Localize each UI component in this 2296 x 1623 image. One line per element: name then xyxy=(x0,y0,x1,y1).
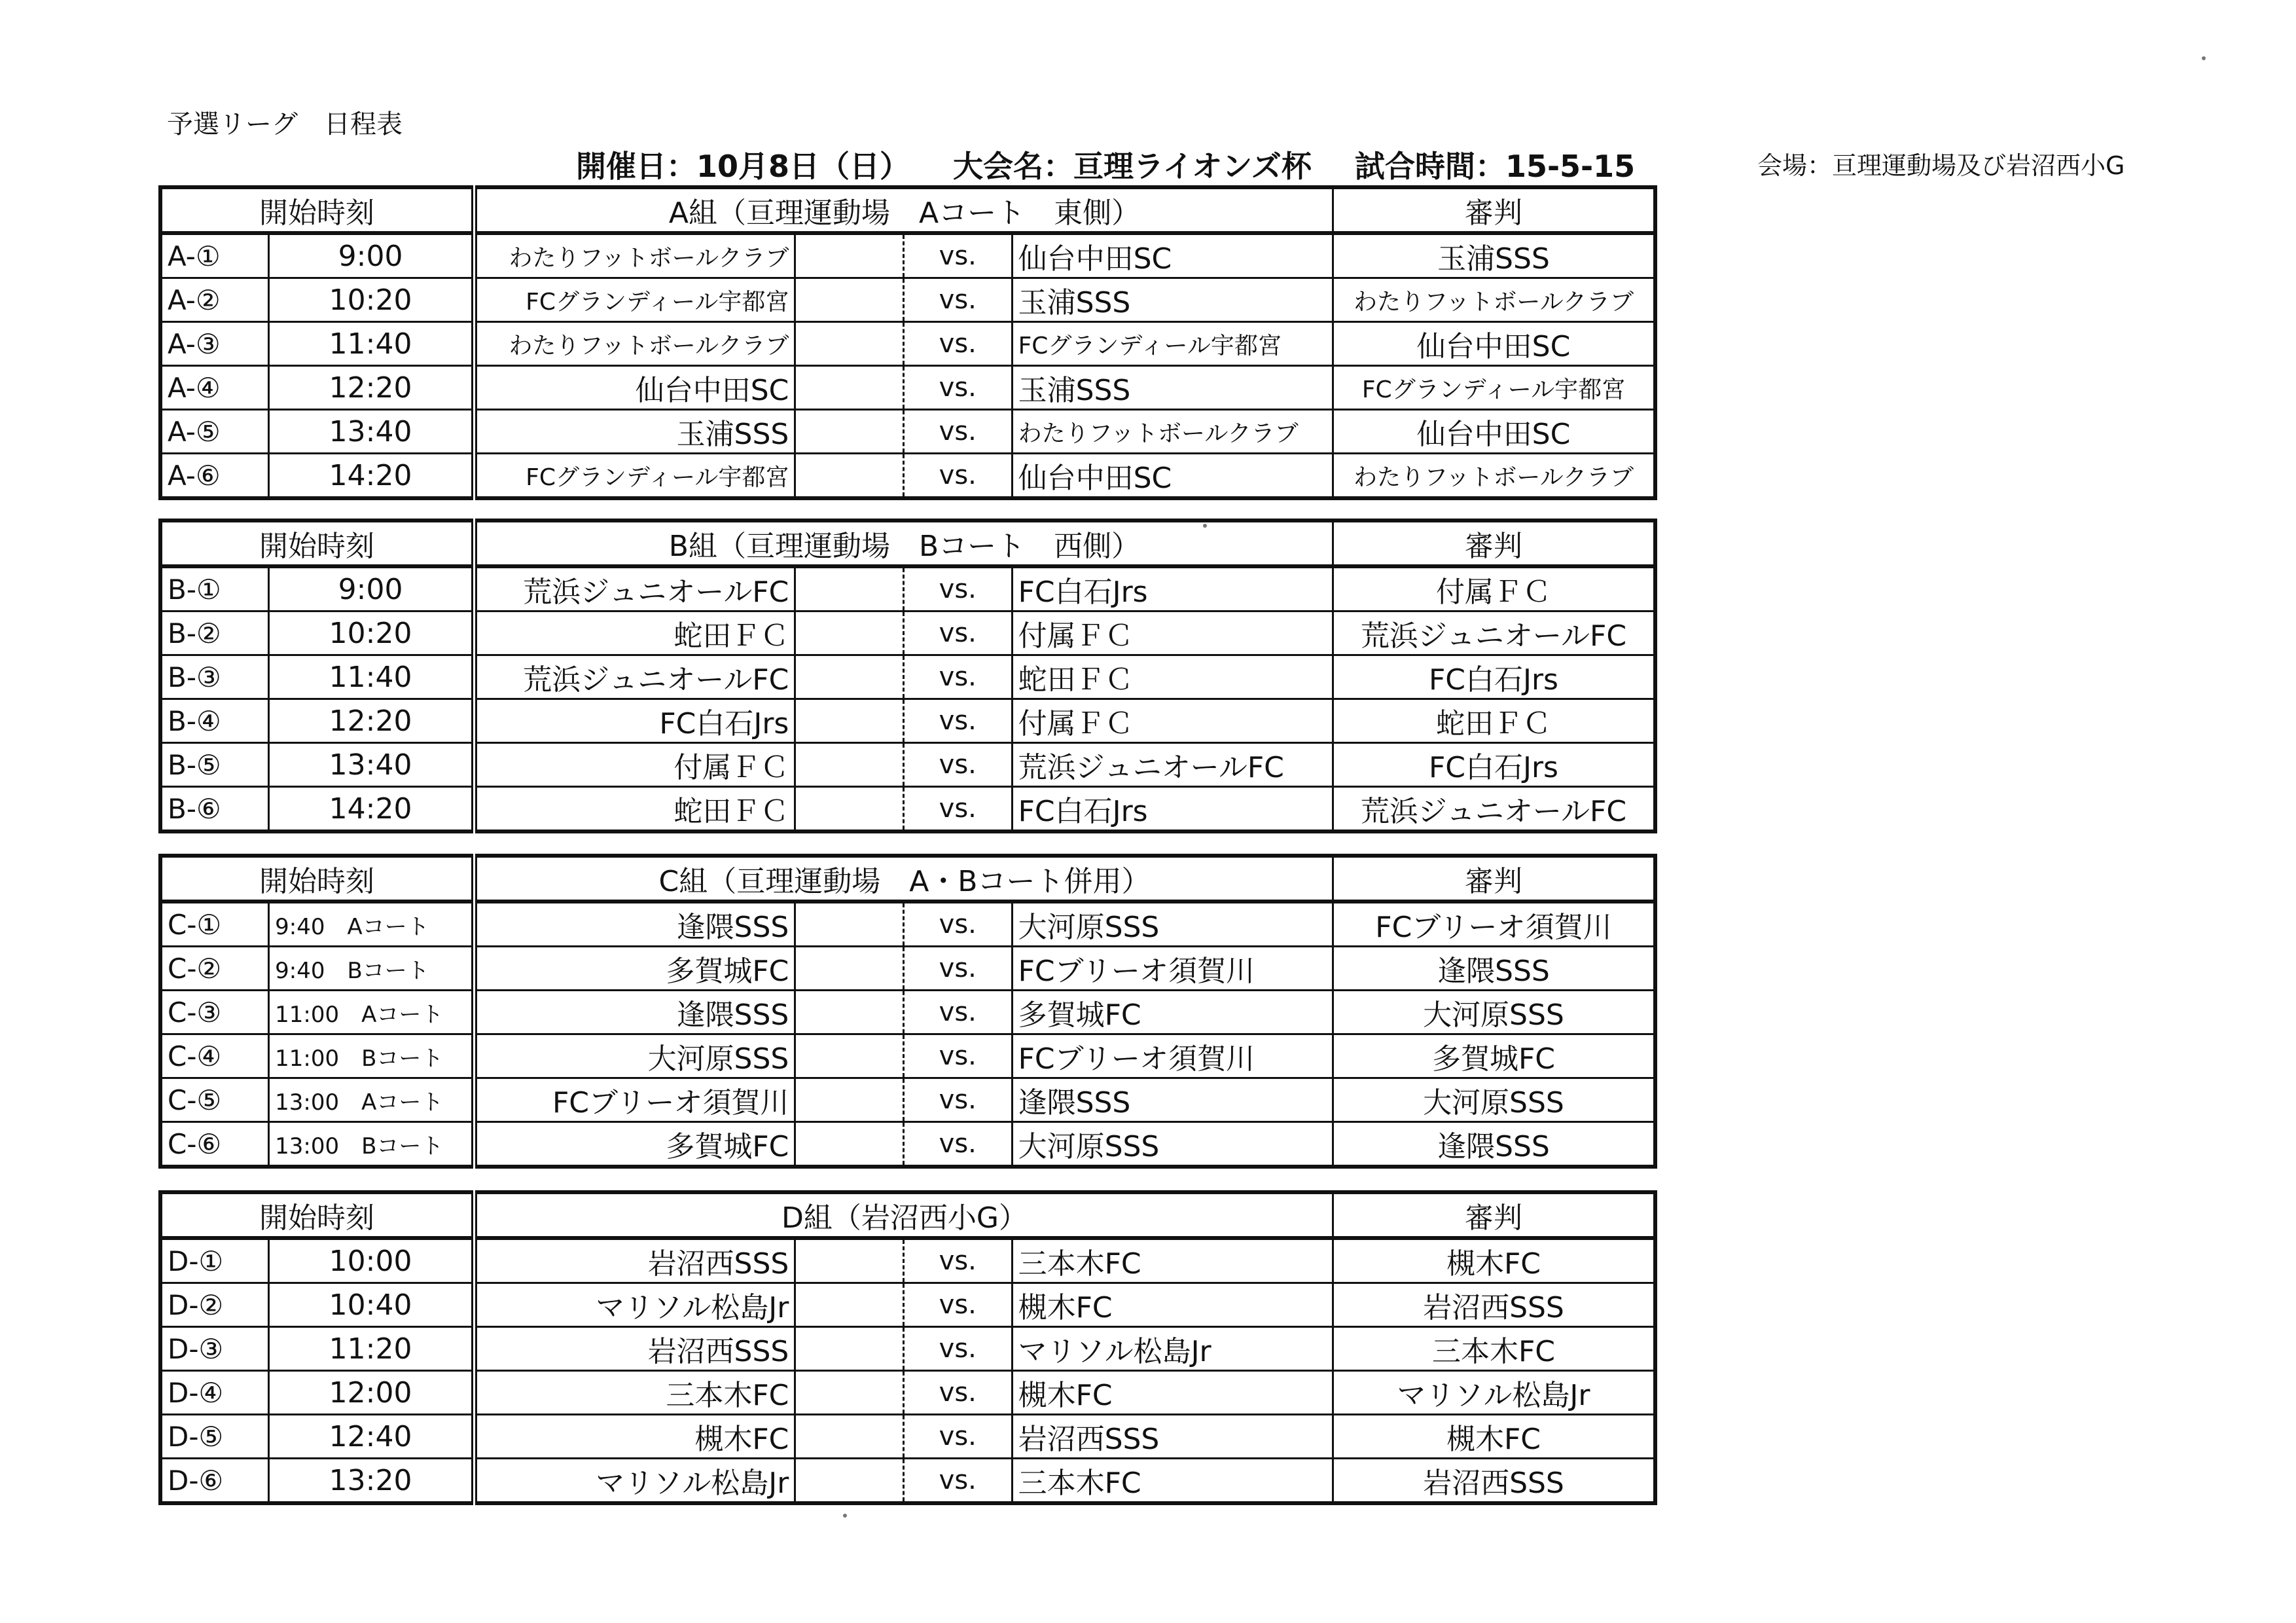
header-row xyxy=(160,1192,1655,1238)
away-team: 仙台中田SC xyxy=(1012,454,1333,499)
referee-team: FC白石Jrs xyxy=(1333,655,1655,699)
vs-label: vs. xyxy=(903,233,1012,278)
header-row xyxy=(160,520,1655,566)
match-id: D-⑤ xyxy=(160,1415,269,1459)
kickoff-time: 9:00 xyxy=(269,233,475,278)
match-row xyxy=(160,699,1655,743)
vs-label: vs. xyxy=(903,410,1012,454)
kickoff-time: 13:40 xyxy=(269,743,475,787)
away-team: 三本木FC xyxy=(1012,1238,1333,1283)
kickoff-time: 11:00 Bコート xyxy=(269,1034,475,1078)
vs-label: vs. xyxy=(903,278,1012,322)
vs-label: vs. xyxy=(903,655,1012,699)
home-score xyxy=(795,902,904,947)
home-score xyxy=(795,278,904,322)
header-row xyxy=(160,856,1655,902)
match-row xyxy=(160,410,1655,454)
kickoff-time: 9:40 Aコート xyxy=(269,902,475,947)
away-team: 岩沼西SSS xyxy=(1012,1415,1333,1459)
away-team: 大河原SSS xyxy=(1012,1122,1333,1167)
match-row xyxy=(160,991,1655,1034)
away-team: 付属ＦＣ xyxy=(1012,699,1333,743)
home-score xyxy=(795,991,904,1034)
kickoff-time: 10:20 xyxy=(269,278,475,322)
away-team: 仙台中田SC xyxy=(1012,233,1333,278)
scan-speck xyxy=(1203,524,1207,528)
group-header: D組（岩沼西小G） xyxy=(475,1192,1333,1238)
away-team: FC白石Jrs xyxy=(1012,566,1333,611)
start-time-header: 開始時刻 xyxy=(160,856,475,902)
match-row xyxy=(160,1327,1655,1371)
home-team: 槻木FC xyxy=(475,1415,795,1459)
group-header: C組（亘理運動場 A・Bコート併用） xyxy=(475,856,1333,902)
referee-team: 多賀城FC xyxy=(1333,1034,1655,1078)
home-score xyxy=(795,410,904,454)
home-team: マリソル松島Jr xyxy=(475,1283,795,1327)
group-header: A組（亘理運動場 Aコート 東側） xyxy=(475,187,1333,233)
home-team: 岩沼西SSS xyxy=(475,1327,795,1371)
home-team: FC白石Jrs xyxy=(475,699,795,743)
home-team: 仙台中田SC xyxy=(475,366,795,410)
vs-label: vs. xyxy=(903,454,1012,499)
scan-speck xyxy=(2202,56,2206,60)
home-score xyxy=(795,655,904,699)
home-score xyxy=(795,454,904,499)
match-row xyxy=(160,611,1655,655)
start-time-header: 開始時刻 xyxy=(160,520,475,566)
kickoff-time: 9:40 Bコート xyxy=(269,947,475,991)
match-id: A-② xyxy=(160,278,269,322)
referee-team: 仙台中田SC xyxy=(1333,410,1655,454)
kickoff-time: 12:40 xyxy=(269,1415,475,1459)
kickoff-time: 10:40 xyxy=(269,1283,475,1327)
kickoff-time: 9:00 xyxy=(269,566,475,611)
away-team: FCブリーオ須賀川 xyxy=(1012,1034,1333,1078)
kickoff-time: 12:00 xyxy=(269,1371,475,1415)
match-row xyxy=(160,1078,1655,1122)
home-score xyxy=(795,699,904,743)
kickoff-time: 11:40 xyxy=(269,322,475,366)
referee-team: わたりフットボールクラブ xyxy=(1333,454,1655,499)
kickoff-time: 10:20 xyxy=(269,611,475,655)
away-team: FCブリーオ須賀川 xyxy=(1012,947,1333,991)
referee-header: 審判 xyxy=(1333,856,1655,902)
kickoff-time: 11:40 xyxy=(269,655,475,699)
match-id: D-④ xyxy=(160,1371,269,1415)
vs-label: vs. xyxy=(903,1078,1012,1122)
home-team: FCブリーオ須賀川 xyxy=(475,1078,795,1122)
vs-label: vs. xyxy=(903,1283,1012,1327)
home-score xyxy=(795,611,904,655)
match-row xyxy=(160,787,1655,832)
home-team: 多賀城FC xyxy=(475,1122,795,1167)
referee-team: 玉浦SSS xyxy=(1333,233,1655,278)
match-row xyxy=(160,1415,1655,1459)
vs-label: vs. xyxy=(903,1327,1012,1371)
match-id: C-③ xyxy=(160,991,269,1034)
home-team: わたりフットボールクラブ xyxy=(475,322,795,366)
home-score xyxy=(795,1283,904,1327)
match-row xyxy=(160,454,1655,499)
match-id: B-⑤ xyxy=(160,743,269,787)
info-line xyxy=(576,143,1668,186)
home-score xyxy=(795,1122,904,1167)
referee-team: 大河原SSS xyxy=(1333,991,1655,1034)
referee-team: FCグランディール宇都宮 xyxy=(1333,366,1655,410)
match-id: B-① xyxy=(160,566,269,611)
away-team: 付属ＦＣ xyxy=(1012,611,1333,655)
away-team: 玉浦SSS xyxy=(1012,366,1333,410)
match-id: B-② xyxy=(160,611,269,655)
match-row xyxy=(160,947,1655,991)
match-id: C-⑥ xyxy=(160,1122,269,1167)
match-id: C-② xyxy=(160,947,269,991)
home-team: 蛇田ＦＣ xyxy=(475,787,795,832)
vs-label: vs. xyxy=(903,1415,1012,1459)
match-id: A-⑤ xyxy=(160,410,269,454)
match-row xyxy=(160,1283,1655,1327)
vs-label: vs. xyxy=(903,1371,1012,1415)
tournament-name: 大会名：亘理ライオンズ杯 xyxy=(953,149,1312,184)
match-row xyxy=(160,322,1655,366)
match-id: A-① xyxy=(160,233,269,278)
vs-label: vs. xyxy=(903,947,1012,991)
referee-team: 大河原SSS xyxy=(1333,1078,1655,1122)
home-score xyxy=(795,1238,904,1283)
referee-team: わたりフットボールクラブ xyxy=(1333,278,1655,322)
group-header: B組（亘理運動場 Bコート 西側） xyxy=(475,520,1333,566)
away-team: 荒浜ジュニオールFC xyxy=(1012,743,1333,787)
home-team: 荒浜ジュニオールFC xyxy=(475,655,795,699)
home-score xyxy=(795,947,904,991)
home-team: 荒浜ジュニオールFC xyxy=(475,566,795,611)
referee-team: FCブリーオ須賀川 xyxy=(1333,902,1655,947)
scan-speck xyxy=(843,1514,847,1518)
home-team: わたりフットボールクラブ xyxy=(475,233,795,278)
referee-team: 槻木FC xyxy=(1333,1238,1655,1283)
referee-team: FC白石Jrs xyxy=(1333,743,1655,787)
match-row xyxy=(160,902,1655,947)
home-team: マリソル松島Jr xyxy=(475,1459,795,1504)
home-team: FCグランディール宇都宮 xyxy=(475,454,795,499)
away-team: 槻木FC xyxy=(1012,1371,1333,1415)
vs-label: vs. xyxy=(903,566,1012,611)
home-team: 三本木FC xyxy=(475,1371,795,1415)
referee-team: 三本木FC xyxy=(1333,1327,1655,1371)
match-duration: 試合時間：15-5-15 xyxy=(1354,149,1636,184)
vs-label: vs. xyxy=(903,743,1012,787)
referee-team: 槻木FC xyxy=(1333,1415,1655,1459)
group-a-table xyxy=(158,185,1657,500)
match-row xyxy=(160,1371,1655,1415)
vs-label: vs. xyxy=(903,322,1012,366)
vs-label: vs. xyxy=(903,1459,1012,1504)
away-team: 三本木FC xyxy=(1012,1459,1333,1504)
home-score xyxy=(795,366,904,410)
start-time-header: 開始時刻 xyxy=(160,1192,475,1238)
kickoff-time: 11:20 xyxy=(269,1327,475,1371)
match-row xyxy=(160,743,1655,787)
home-score xyxy=(795,787,904,832)
kickoff-time: 13:00 Aコート xyxy=(269,1078,475,1122)
vs-label: vs. xyxy=(903,787,1012,832)
match-row xyxy=(160,566,1655,611)
home-team: 玉浦SSS xyxy=(475,410,795,454)
match-id: B-⑥ xyxy=(160,787,269,832)
home-team: FCグランディール宇都宮 xyxy=(475,278,795,322)
home-team: 付属ＦＣ xyxy=(475,743,795,787)
home-score xyxy=(795,1371,904,1415)
referee-team: 岩沼西SSS xyxy=(1333,1459,1655,1504)
kickoff-time: 11:00 Aコート xyxy=(269,991,475,1034)
home-score xyxy=(795,233,904,278)
kickoff-time: 13:40 xyxy=(269,410,475,454)
home-score xyxy=(795,1078,904,1122)
match-id: A-③ xyxy=(160,322,269,366)
home-team: 大河原SSS xyxy=(475,1034,795,1078)
away-team: 逢隈SSS xyxy=(1012,1078,1333,1122)
kickoff-time: 13:00 Bコート xyxy=(269,1122,475,1167)
home-score xyxy=(795,566,904,611)
group-c-table xyxy=(158,854,1657,1169)
home-score xyxy=(795,322,904,366)
match-id: A-⑥ xyxy=(160,454,269,499)
away-team: 蛇田ＦＣ xyxy=(1012,655,1333,699)
match-id: D-⑥ xyxy=(160,1459,269,1504)
referee-header: 審判 xyxy=(1333,187,1655,233)
referee-team: 荒浜ジュニオールFC xyxy=(1333,611,1655,655)
match-id: B-③ xyxy=(160,655,269,699)
home-team: 蛇田ＦＣ xyxy=(475,611,795,655)
vs-label: vs. xyxy=(903,699,1012,743)
match-id: B-④ xyxy=(160,699,269,743)
home-team: 多賀城FC xyxy=(475,947,795,991)
match-id: D-③ xyxy=(160,1327,269,1371)
home-score xyxy=(795,1327,904,1371)
referee-team: 蛇田ＦＣ xyxy=(1333,699,1655,743)
away-team: FC白石Jrs xyxy=(1012,787,1333,832)
header-row xyxy=(160,187,1655,233)
home-score xyxy=(795,1034,904,1078)
match-id: D-② xyxy=(160,1283,269,1327)
away-team: マリソル松島Jr xyxy=(1012,1327,1333,1371)
home-team: 逢隈SSS xyxy=(475,991,795,1034)
match-id: C-① xyxy=(160,902,269,947)
kickoff-time: 12:20 xyxy=(269,699,475,743)
home-score xyxy=(795,1415,904,1459)
referee-header: 審判 xyxy=(1333,520,1655,566)
match-row xyxy=(160,655,1655,699)
document-title: 予選リーグ 日程表 xyxy=(167,109,403,139)
home-score xyxy=(795,1459,904,1504)
match-id: A-④ xyxy=(160,366,269,410)
referee-team: 仙台中田SC xyxy=(1333,322,1655,366)
referee-team: マリソル松島Jr xyxy=(1333,1371,1655,1415)
match-id: C-⑤ xyxy=(160,1078,269,1122)
away-team: 玉浦SSS xyxy=(1012,278,1333,322)
match-row xyxy=(160,1034,1655,1078)
group-b-table xyxy=(158,519,1657,833)
away-team: 大河原SSS xyxy=(1012,902,1333,947)
vs-label: vs. xyxy=(903,1238,1012,1283)
referee-team: 荒浜ジュニオールFC xyxy=(1333,787,1655,832)
home-team: 逢隈SSS xyxy=(475,902,795,947)
home-score xyxy=(795,743,904,787)
match-id: C-④ xyxy=(160,1034,269,1078)
vs-label: vs. xyxy=(903,366,1012,410)
venue-info: 会場：亘理運動場及び岩沼西小G xyxy=(1757,151,2125,180)
match-row xyxy=(160,1238,1655,1283)
kickoff-time: 14:20 xyxy=(269,787,475,832)
away-team: FCグランディール宇都宮 xyxy=(1012,322,1333,366)
vs-label: vs. xyxy=(903,611,1012,655)
kickoff-time: 13:20 xyxy=(269,1459,475,1504)
event-date: 開催日：10月8日（日） xyxy=(576,149,910,184)
away-team: 槻木FC xyxy=(1012,1283,1333,1327)
match-row xyxy=(160,233,1655,278)
referee-team: 逢隈SSS xyxy=(1333,1122,1655,1167)
start-time-header: 開始時刻 xyxy=(160,187,475,233)
referee-team: 付属ＦＣ xyxy=(1333,566,1655,611)
match-row xyxy=(160,1459,1655,1504)
home-team: 岩沼西SSS xyxy=(475,1238,795,1283)
kickoff-time: 12:20 xyxy=(269,366,475,410)
vs-label: vs. xyxy=(903,1034,1012,1078)
match-row xyxy=(160,278,1655,322)
referee-team: 岩沼西SSS xyxy=(1333,1283,1655,1327)
vs-label: vs. xyxy=(903,1122,1012,1167)
vs-label: vs. xyxy=(903,902,1012,947)
away-team: わたりフットボールクラブ xyxy=(1012,410,1333,454)
vs-label: vs. xyxy=(903,991,1012,1034)
match-id: D-① xyxy=(160,1238,269,1283)
match-row xyxy=(160,1122,1655,1167)
away-team: 多賀城FC xyxy=(1012,991,1333,1034)
match-row xyxy=(160,366,1655,410)
kickoff-time: 10:00 xyxy=(269,1238,475,1283)
referee-header: 審判 xyxy=(1333,1192,1655,1238)
referee-team: 逢隈SSS xyxy=(1333,947,1655,991)
kickoff-time: 14:20 xyxy=(269,454,475,499)
group-d-table xyxy=(158,1190,1657,1505)
